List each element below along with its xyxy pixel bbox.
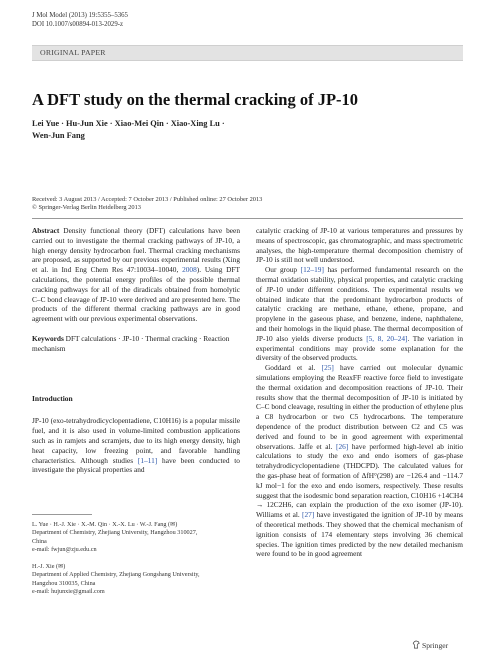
footnote-affiliation: Department of Applied Chemistry, Zhejiang Gongshang University,	[32, 571, 200, 579]
keywords-text: DFT calculations · JP-10 · Thermal cracking · Reaction mechanism	[32, 333, 230, 353]
footnote-email[interactable]: e-mail: hujunxie@gmail.com	[32, 587, 105, 595]
received-accepted-published: Received: 3 August 2013 / Accepted: 7 October 2013 / Published online: 27 October 2013	[32, 196, 263, 203]
footnote-divider	[32, 514, 92, 515]
text: has performed fundamental research on the thermal oxidation stability, physical properties, and catalytic cracking of JP-10 under different conditions. The experimental results we obtained indicate that the predominant hydrocarbon products of catalytic cracking are methane, ethane, ethene, propane, and propylene in the gaseous phase, and benzene, indene, naphthalene, and their homologs in the liquid phase. The thermal decomposition of JP-10 also yields diverse products	[256, 265, 463, 343]
intro-text-b: have been conducted to investigate the physical properties and	[32, 455, 240, 475]
header-divider	[32, 218, 463, 219]
text: have carried out molecular dynamic simulations employing the ReaxFF reactive force field to investigate the thermal oxidation and decomposition reactions of JP-10. Their results show that the thermal decomposition of JP-10 is initiated by C–C bond cleavage, resulting in either the production of ethylene plus a C8 hydrocarbon or two C5 hydrocarbons. The temperature dependence of the product distribution between C2 and C5 was derived and found to be in good agreement with experimental observations. Jaffe et al.	[256, 363, 463, 451]
publication-history	[32, 196, 262, 213]
keywords	[32, 334, 240, 354]
text: Our group	[265, 265, 301, 275]
publisher-logo	[412, 640, 448, 650]
intro-citation-link[interactable]: [1–11]	[137, 455, 158, 465]
footnote-country: China	[32, 537, 47, 545]
article-type-badge	[32, 45, 463, 61]
citation-link[interactable]: [26]	[336, 441, 349, 451]
affiliation-footnote-1	[32, 521, 240, 554]
author-line-2: Wen-Jun Fang	[32, 130, 85, 140]
intro-text-a: JP-10 (exo-tetrahydrodicyclopentadiene, C10H16) is a popular missile fuel, and it is also used in volume-limited combustion applications such as in ramjets and scramjets, due to its high energy density, high heat capacity, low freezing point, and favorable handling characteristics. Although studies	[32, 416, 240, 465]
publisher-name: Springer	[422, 641, 449, 650]
abstract-label: Abstract	[32, 226, 60, 235]
abstract-citation-link[interactable]: 2008	[182, 265, 197, 275]
author-list	[32, 118, 332, 141]
footnote-affiliation: Department of Chemistry, Zhejiang University, Hangzhou 310027,	[32, 529, 198, 537]
citation-link[interactable]: [12–19]	[300, 265, 324, 275]
journal-header	[32, 12, 128, 29]
citation-link[interactable]: [25]	[321, 363, 334, 373]
text: . The variation in experimental conditions may provide some explanation for the diversity of the observed products.	[256, 333, 463, 363]
journal-reference: J Mol Model (2013) 19:5355–5365	[32, 12, 128, 19]
abstract	[32, 226, 240, 324]
right-paragraph-3	[256, 363, 463, 559]
text: Goddard et al.	[265, 363, 322, 373]
paper-title: A DFT study on the thermal cracking of JP-10	[32, 90, 359, 109]
text: have performed high-level ab initio calculations to study the exo and endo isomers of gas-phase tetrahydrodicyclopentadiene (THDCPD). The calculated values for the gas-phase heat of formation of ΔfH°(298) are −126.4 and −114.7 kJ mol−1 for the exo and endo isomers, respectively. These results suggest that the isodesmic bond separation reaction, C10H16 +14CH4 → 12C2H6, can explain the production of the exo isomer (JP-10). Williams et al.	[256, 441, 463, 520]
springer-horse-icon	[412, 640, 420, 649]
left-column	[32, 226, 240, 475]
affiliation-footnote-2	[32, 563, 240, 596]
right-column	[256, 226, 463, 559]
footnote-city: Hangzhou 310035, China	[32, 579, 96, 587]
article-type-label: ORIGINAL PAPER	[40, 48, 106, 57]
citation-link[interactable]: [5, 8, 20–24]	[366, 333, 408, 343]
section-heading-introduction: Introduction	[32, 393, 73, 403]
citation-link[interactable]: [27]	[302, 510, 315, 520]
text: have investigated the ignition of JP-10 by means of theoretical methods. They showed that the chemical mechanism of ignition consists of 174 elementary steps involving 36 chemical species. The ignition times predicted by the new detailed mechanism were found to be in good agreement	[256, 510, 464, 559]
introduction-paragraph	[32, 416, 240, 475]
keywords-label: Keywords	[32, 333, 64, 343]
footnote-author: H.-J. Xie (✉)	[32, 563, 66, 570]
right-paragraph-2	[256, 265, 463, 363]
doi[interactable]: DOI 10.1007/s00894-013-2029-z	[32, 20, 123, 28]
footnote-email[interactable]: e-mail: fwjun@zju.edu.cn	[32, 545, 97, 553]
footnote-authors: L. Yue · H.-J. Xie · X.-M. Qin · X.-X. Lu · W.-J. Fang (✉)	[32, 521, 178, 528]
copyright-notice: © Springer-Verlag Berlin Heidelberg 2013	[32, 204, 141, 212]
right-paragraph-1: catalytic cracking of JP-10 at various temperatures and pressures by means of spectroscopic, gas chromatographic, and mass spectrometric analyses, the high-temperature thermal decomposition chemistry of JP-10 is still not well understood.	[256, 226, 463, 265]
abstract-text-a: Density functional theory (DFT) calculations have been carried out to investigate the thermal cracking pathways of JP-10, a high energy density hydrocarbon fuel. Thermal cracking mechanisms are proposed, as supported by our previous experimental results (Xing et al. in Ind Eng Chem Res 47:10034–10040,	[32, 226, 240, 275]
author-line-1: Lei Yue · Hu-Jun Xie · Xiao-Mei Qin · Xiao-Xing Lu ·	[32, 119, 225, 128]
abstract-text-b: ). Using DFT calculations, the potential energy profiles of the possible thermal cracking pathways for all of the diradicals obtained from homolytic C–C bond cleavage of JP-10 were derived and are presented here. The products of the different thermal cracking pathways are in good agreement with our previous experimental observations.	[32, 265, 241, 324]
